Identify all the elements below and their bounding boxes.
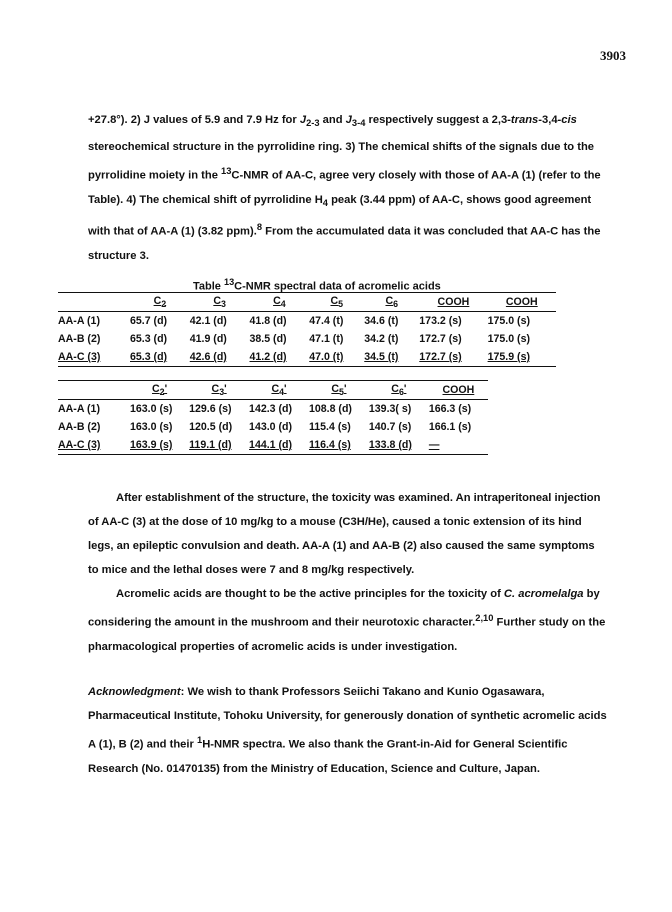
nmr-table-pyrrolidine: [58, 292, 556, 367]
cell: 65.3 (d): [130, 351, 168, 363]
header-c4: $C_4$: [273, 294, 286, 310]
cell: 175.0 (s): [487, 333, 530, 345]
cell: 65.3 (d): [130, 333, 168, 345]
header-c3-prime: $C_3'$: [211, 382, 227, 398]
cell: 34.2 (t): [364, 333, 399, 345]
table-row: [58, 312, 556, 331]
cell: 34.6 (t): [364, 315, 399, 327]
header-c2: $C_2$: [153, 294, 167, 310]
table-row: [58, 400, 488, 419]
cell: 119.1 (d): [189, 439, 232, 451]
cell: 173.2 (s): [419, 315, 462, 327]
cell: 163.9 (s): [130, 439, 173, 451]
row-label: AA-A (1): [58, 315, 100, 327]
header-c2-prime: $C_2'$: [152, 382, 168, 398]
row-label: AA-C (3): [58, 351, 101, 363]
row-label: AA-C (3): [58, 439, 101, 451]
cell: 47.1 (t): [309, 333, 344, 345]
row-label: AA-A (1): [58, 403, 100, 415]
cell: 116.4 (s): [308, 439, 351, 451]
cell: 144.1 (d): [249, 439, 293, 451]
cell: 140.7 (s): [368, 421, 412, 433]
cell: 34.5 (t): [364, 351, 399, 363]
species-name: C. acromelalga: [503, 588, 584, 600]
header-cooh: COOH: [442, 384, 475, 396]
acknowledgment-paragraph: Acknowledgment: We wish to thank Professors Seiichi Takano and Kunio Ogasawara, Pharmaceutical Institute, Tohoku University, for generously donation of synthetic acromelic acids A (1), B (2) and their $^1$H-NMR spectra. We also thank the Grant-in-Aid for General Scientific Research (No. 01470135) from the Ministry of Education, Science and Culture, Japan.: [88, 686, 607, 775]
table-row: [58, 330, 556, 348]
table-row: [58, 418, 488, 436]
cell: 163.0 (s): [130, 403, 173, 415]
row-label: AA-B (2): [58, 421, 101, 433]
intro-paragraph: +27.8°). 2) J values of 5.9 and 7.9 Hz for $J_{2-3}$ and $J_{3-4}$ respectively suggest a 2,3-trans-3,4-cis stereochemical structure in the pyrrolidine ring. 3) The chemical shifts of the signals due to the pyrrolidine moiety in the $^{13}$C-NMR of AA-C, agree very closely with those of AA-A (1) (refer to the Table). 4) The chemical shift of pyrrolidine $H_4$ peak (3.44 ppm) of AA-C, shows good agreement with that of AA-A (1) (3.82 ppm).$^8$ From the accumulated data it was concluded that AA-C has the structure 3.: [88, 114, 601, 262]
cell: 175.9 (s): [487, 351, 530, 363]
header-c5-prime: $C_5'$: [331, 382, 347, 398]
cell: 129.6 (s): [189, 403, 232, 415]
cell: 166.1 (s): [428, 421, 472, 433]
table-row: [58, 436, 488, 455]
table-header-blank: [58, 381, 130, 400]
header-cooh: COOH: [437, 296, 470, 308]
acknowledgment-label: Acknowledgment: [88, 686, 181, 698]
cell: 172.7 (s): [419, 333, 462, 345]
header-c5: $C_5$: [330, 294, 344, 310]
toxicity-paragraph: After establishment of the structure, the toxicity was examined. An intraperitoneal injection of AA-C (3) at the dose of 10 mg/kg to a mouse (C3H/He), caused a tonic extension of its hind legs, an epileptic convulsion and death. AA-A (1) and AA-B (2) also caused the same symptoms to mice and the lethal doses were 7 and 8 mg/kg respectively.: [88, 492, 601, 576]
table-header-row: [58, 381, 488, 400]
cell: 42.6 (d): [189, 351, 227, 363]
header-cooh-2: COOH: [505, 296, 538, 308]
cell: 65.7 (d): [130, 315, 168, 327]
cell: 133.8 (d): [368, 439, 412, 451]
cell: 142.3 (d): [249, 403, 293, 415]
cell: 108.8 (d): [308, 403, 352, 415]
table-caption: Table $^{13}$C-NMR spectral data of acromelic acids: [193, 277, 441, 293]
cell-empty-dash: —: [428, 439, 440, 451]
cell: 143.0 (d): [249, 421, 293, 433]
row-label: AA-B (2): [58, 333, 101, 345]
page-number: 3903: [600, 48, 626, 63]
header-c6: $C_6$: [385, 294, 399, 310]
active-principles-paragraph: Acromelic acids are thought to be the active principles for the toxicity of C. acromelalga by considering the amount in the mushroom and their neurotoxic character.$^{2,10}$ Further study on the pharmacological properties of acromelic acids is under investigation.: [88, 588, 606, 653]
cell: 175.0 (s): [487, 315, 530, 327]
cell: 172.7 (s): [419, 351, 462, 363]
cell: 120.5 (d): [189, 421, 233, 433]
table-row: [58, 348, 556, 367]
cell: 166.3 (s): [428, 403, 472, 415]
cell: 163.0 (s): [130, 421, 173, 433]
cell: 41.8 (d): [249, 315, 287, 327]
cell: 38.5 (d): [249, 333, 287, 345]
cell: 47.4 (t): [309, 315, 344, 327]
cell: 47.0 (t): [309, 351, 344, 363]
nmr-table-pyridine: [58, 380, 488, 455]
header-c3: $C_3$: [213, 294, 226, 310]
table-header-blank: [58, 293, 130, 312]
header-c6-prime: $C_6'$: [391, 382, 407, 398]
table-header-row: [58, 293, 556, 312]
cell: 41.9 (d): [189, 333, 227, 345]
header-c4-prime: $C_4'$: [271, 382, 287, 398]
cell: 115.4 (s): [308, 421, 351, 433]
cell: 42.1 (d): [189, 315, 227, 327]
cell: 139.3( s): [368, 403, 412, 415]
cell: 41.2 (d): [249, 351, 287, 363]
